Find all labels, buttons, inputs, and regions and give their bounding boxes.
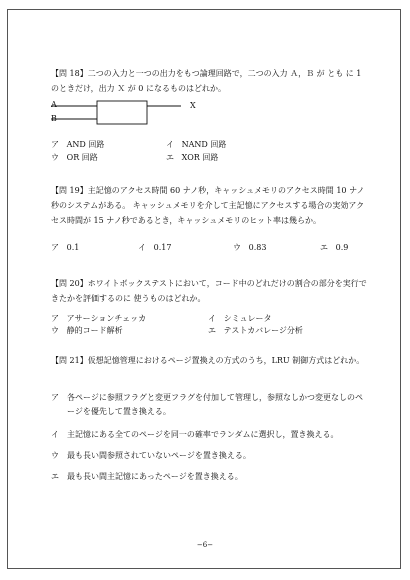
option-key: ア — [51, 314, 59, 323]
page-number: −6− — [196, 541, 214, 549]
question-19-text: 主記憶のアクセス時間 60 ナノ秒，キャッシュメモリのアクセス時間 10 ナノ秒のシステムがある。 キャッシュメモリを介して主記憶にアクセスする場合の実効アクセス時間が 15 ナノ秒であるとき，キャッシュメモリのヒット率は幾らか。 — [51, 186, 365, 225]
option-key: ウ — [51, 326, 59, 335]
option-text: シミュレータ — [223, 314, 272, 323]
option-key: ア — [51, 140, 59, 149]
question-21 — [51, 353, 369, 368]
option-e — [208, 325, 303, 337]
logic-gate-diagram — [51, 99, 211, 129]
option-text: 最も長い間参照されていないページを置き換える。 — [67, 451, 251, 460]
option-key: エ — [320, 243, 328, 252]
option-key: ア — [51, 393, 59, 402]
option-key: イ — [166, 140, 174, 149]
input-a-label: A — [51, 100, 57, 109]
option-text: AND 回路 — [66, 140, 105, 149]
option-a — [51, 139, 104, 151]
option-key: ウ — [51, 451, 59, 460]
option-e — [166, 152, 218, 164]
option-a — [51, 242, 79, 254]
output-x-label: X — [190, 101, 196, 110]
option-text: テストカバレージ分析 — [223, 326, 303, 335]
option-text: 0.17 — [153, 243, 172, 252]
option-key: イ — [208, 314, 216, 323]
option-i — [138, 242, 171, 254]
option-key: ウ — [233, 243, 241, 252]
option-i — [51, 428, 369, 442]
question-21-label: 【問 21】 — [51, 356, 88, 365]
option-key: エ — [166, 153, 174, 162]
option-key: エ — [208, 326, 216, 335]
option-e — [51, 470, 369, 484]
option-text: XOR 回路 — [181, 153, 219, 162]
gate-box — [97, 101, 147, 124]
option-text: OR 回路 — [66, 153, 98, 162]
question-21-text: 仮想記憶管理におけるページ置換えの方式のうち，LRU 制御方式はどれか。 — [87, 356, 365, 365]
option-text: 0.9 — [335, 243, 349, 252]
question-18-label: 【問 18】 — [51, 69, 88, 78]
option-a — [51, 391, 369, 419]
question-19 — [51, 183, 369, 228]
option-text: 主記憶にある全てのページを同一の確率でランダムに選択し，置き換える。 — [67, 430, 339, 439]
question-20-text: ホワイトボックステストにおいて，コード中のどれだけの割合の部分を実行できたかを評価するのに 使うものはどれか。 — [51, 279, 367, 303]
option-text: 最も長い間主記憶にあったページを置き換える。 — [67, 472, 243, 481]
option-text: 各ページに参照フラグと変更フラグを付加して管理し，参照なしかつ変更なしのページを優先して置き換える。 — [67, 393, 363, 416]
option-key: ウ — [51, 153, 59, 162]
question-19-label: 【問 19】 — [51, 186, 88, 195]
option-u — [233, 242, 266, 254]
option-text: 0.83 — [248, 243, 267, 252]
option-text: アサーションチェッカ — [66, 314, 147, 323]
question-20 — [51, 276, 369, 306]
question-20-label: 【問 20】 — [51, 279, 88, 288]
input-b-label: B — [51, 114, 57, 123]
option-e — [320, 242, 348, 254]
option-a — [51, 313, 146, 325]
option-u — [51, 152, 98, 164]
option-text: 静的コード解析 — [66, 326, 123, 335]
option-i — [208, 313, 271, 325]
option-key: ア — [51, 243, 59, 252]
option-text: NAND 回路 — [181, 140, 227, 149]
option-u — [51, 449, 369, 463]
question-18-text: 二つの入力と一つの出力をもつ論理回路で，二つの入力 Ａ，Ｂ が とも に 1 のときだけ，出力 Ｘ が 0 になるものはどれか。 — [51, 69, 362, 93]
option-u — [51, 325, 123, 337]
option-key: エ — [51, 472, 59, 481]
option-i — [166, 139, 226, 151]
question-18 — [51, 66, 369, 96]
option-key: イ — [51, 430, 59, 439]
option-key: イ — [138, 243, 146, 252]
option-text: 0.1 — [66, 243, 80, 252]
